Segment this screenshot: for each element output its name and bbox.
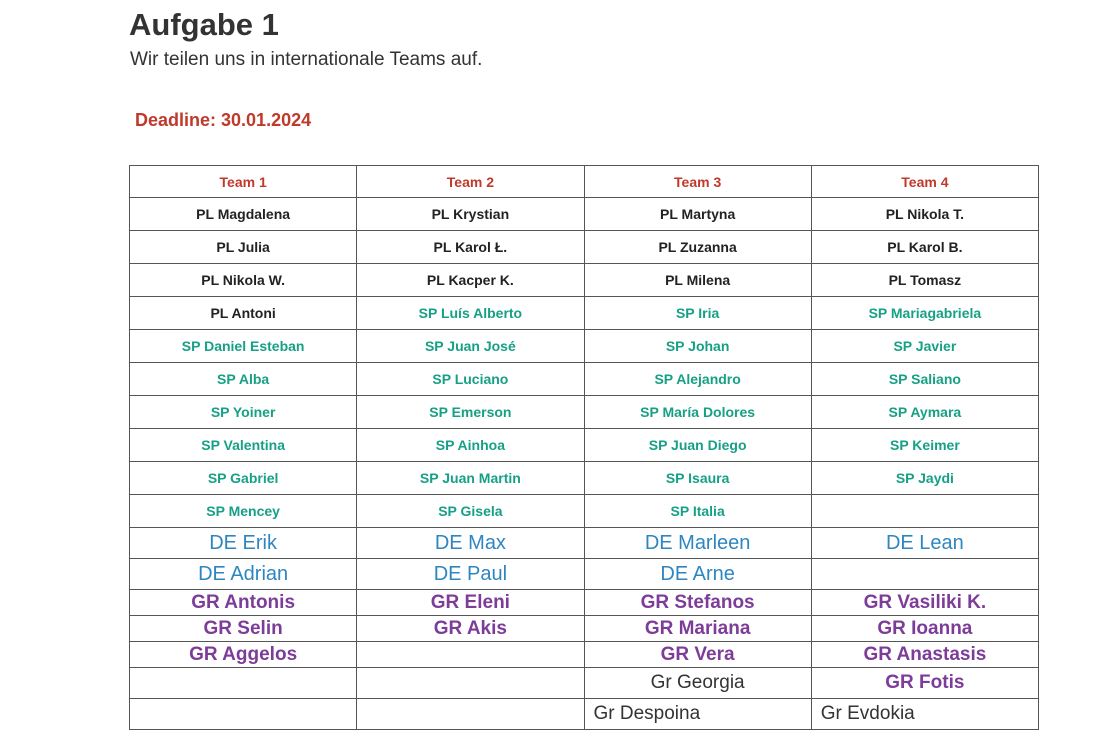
table-cell: GR Vera	[584, 642, 811, 668]
team-3-header: Team 3	[584, 166, 811, 198]
table-cell: PL Antoni	[130, 297, 357, 330]
team-1-header: Team 1	[130, 166, 357, 198]
table-cell: GR Akis	[357, 616, 584, 642]
table-cell: PL Karol B.	[811, 231, 1038, 264]
table-cell: SP Iria	[584, 297, 811, 330]
table-row	[130, 590, 1039, 616]
table-cell: DE Arne	[584, 559, 811, 590]
table-cell	[811, 495, 1038, 528]
table-row	[130, 231, 1039, 264]
table-row	[130, 699, 1039, 730]
table-row	[130, 396, 1039, 429]
table-cell: PL Kacper K.	[357, 264, 584, 297]
table-cell: GR Stefanos	[584, 590, 811, 616]
table-cell: PL Karol Ł.	[357, 231, 584, 264]
table-cell: SP Luís Alberto	[357, 297, 584, 330]
table-row	[130, 363, 1039, 396]
table-cell: SP Javier	[811, 330, 1038, 363]
table-cell: DE Paul	[357, 559, 584, 590]
table-cell: GR Vasiliki K.	[811, 590, 1038, 616]
team-2-header: Team 2	[357, 166, 584, 198]
table-cell: Gr Evdokia	[811, 699, 1038, 730]
table-row	[130, 198, 1039, 231]
table-cell: SP Isaura	[584, 462, 811, 495]
table-cell: SP Juan José	[357, 330, 584, 363]
table-cell: SP Gisela	[357, 495, 584, 528]
table-cell: SP Luciano	[357, 363, 584, 396]
deadline-text: Deadline: 30.01.2024	[135, 110, 312, 130]
table-cell	[357, 668, 584, 699]
table-cell: Gr Georgia	[584, 668, 811, 699]
table-cell: PL Zuzanna	[584, 231, 811, 264]
table-cell	[357, 699, 584, 730]
table-cell: DE Adrian	[130, 559, 357, 590]
table-cell: SP Mencey	[130, 495, 357, 528]
table-cell	[130, 668, 357, 699]
table-cell: SP Juan Martin	[357, 462, 584, 495]
table-cell: GR Ioanna	[811, 616, 1038, 642]
table-cell: GR Anastasis	[811, 642, 1038, 668]
table-cell: SP Emerson	[357, 396, 584, 429]
table-cell: Gr Despoina	[584, 699, 811, 730]
page-subtitle: Wir teilen uns in internationale Teams auf.	[130, 49, 483, 70]
table-row	[130, 528, 1039, 559]
table-cell	[811, 559, 1038, 590]
table-cell: PL Krystian	[357, 198, 584, 231]
table-row	[130, 616, 1039, 642]
table-cell: PL Nikola W.	[130, 264, 357, 297]
table-cell	[130, 699, 357, 730]
table-row	[130, 297, 1039, 330]
table-cell: SP Valentina	[130, 429, 357, 462]
table-cell: PL Milena	[584, 264, 811, 297]
table-cell	[357, 642, 584, 668]
table-cell: SP Mariagabriela	[811, 297, 1038, 330]
table-cell: SP Yoiner	[130, 396, 357, 429]
table-row	[130, 462, 1039, 495]
table-cell: SP Daniel Esteban	[130, 330, 357, 363]
table-cell: DE Lean	[811, 528, 1038, 559]
table-cell: GR Antonis	[130, 590, 357, 616]
table-cell: PL Martyna	[584, 198, 811, 231]
table-cell: DE Marleen	[584, 528, 811, 559]
table-cell: PL Tomasz	[811, 264, 1038, 297]
table-cell: PL Julia	[130, 231, 357, 264]
table-cell: GR Mariana	[584, 616, 811, 642]
table-cell: GR Fotis	[811, 668, 1038, 699]
table-header-row	[130, 166, 1039, 198]
table-row	[130, 330, 1039, 363]
table-cell: SP Keimer	[811, 429, 1038, 462]
table-cell: SP Johan	[584, 330, 811, 363]
table-row	[130, 668, 1039, 699]
team-4-header: Team 4	[811, 166, 1038, 198]
table-cell: SP Jaydi	[811, 462, 1038, 495]
page-title: Aufgabe 1	[129, 7, 279, 42]
table-cell: SP Italia	[584, 495, 811, 528]
table-cell: SP Gabriel	[130, 462, 357, 495]
table-row	[130, 642, 1039, 668]
table-cell: SP María Dolores	[584, 396, 811, 429]
table-row	[130, 264, 1039, 297]
table-cell: SP Alejandro	[584, 363, 811, 396]
table-row	[130, 495, 1039, 528]
table-cell: SP Alba	[130, 363, 357, 396]
table-cell: GR Eleni	[357, 590, 584, 616]
table-cell: GR Selin	[130, 616, 357, 642]
table-cell: GR Aggelos	[130, 642, 357, 668]
table-cell: SP Aymara	[811, 396, 1038, 429]
table-cell: SP Juan Diego	[584, 429, 811, 462]
teams-table	[129, 165, 1039, 730]
table-cell: PL Magdalena	[130, 198, 357, 231]
table-cell: DE Max	[357, 528, 584, 559]
table-cell: SP Saliano	[811, 363, 1038, 396]
table-row	[130, 559, 1039, 590]
table-row	[130, 429, 1039, 462]
table-cell: DE Erik	[130, 528, 357, 559]
table-cell: PL Nikola T.	[811, 198, 1038, 231]
table-cell: SP Ainhoa	[357, 429, 584, 462]
